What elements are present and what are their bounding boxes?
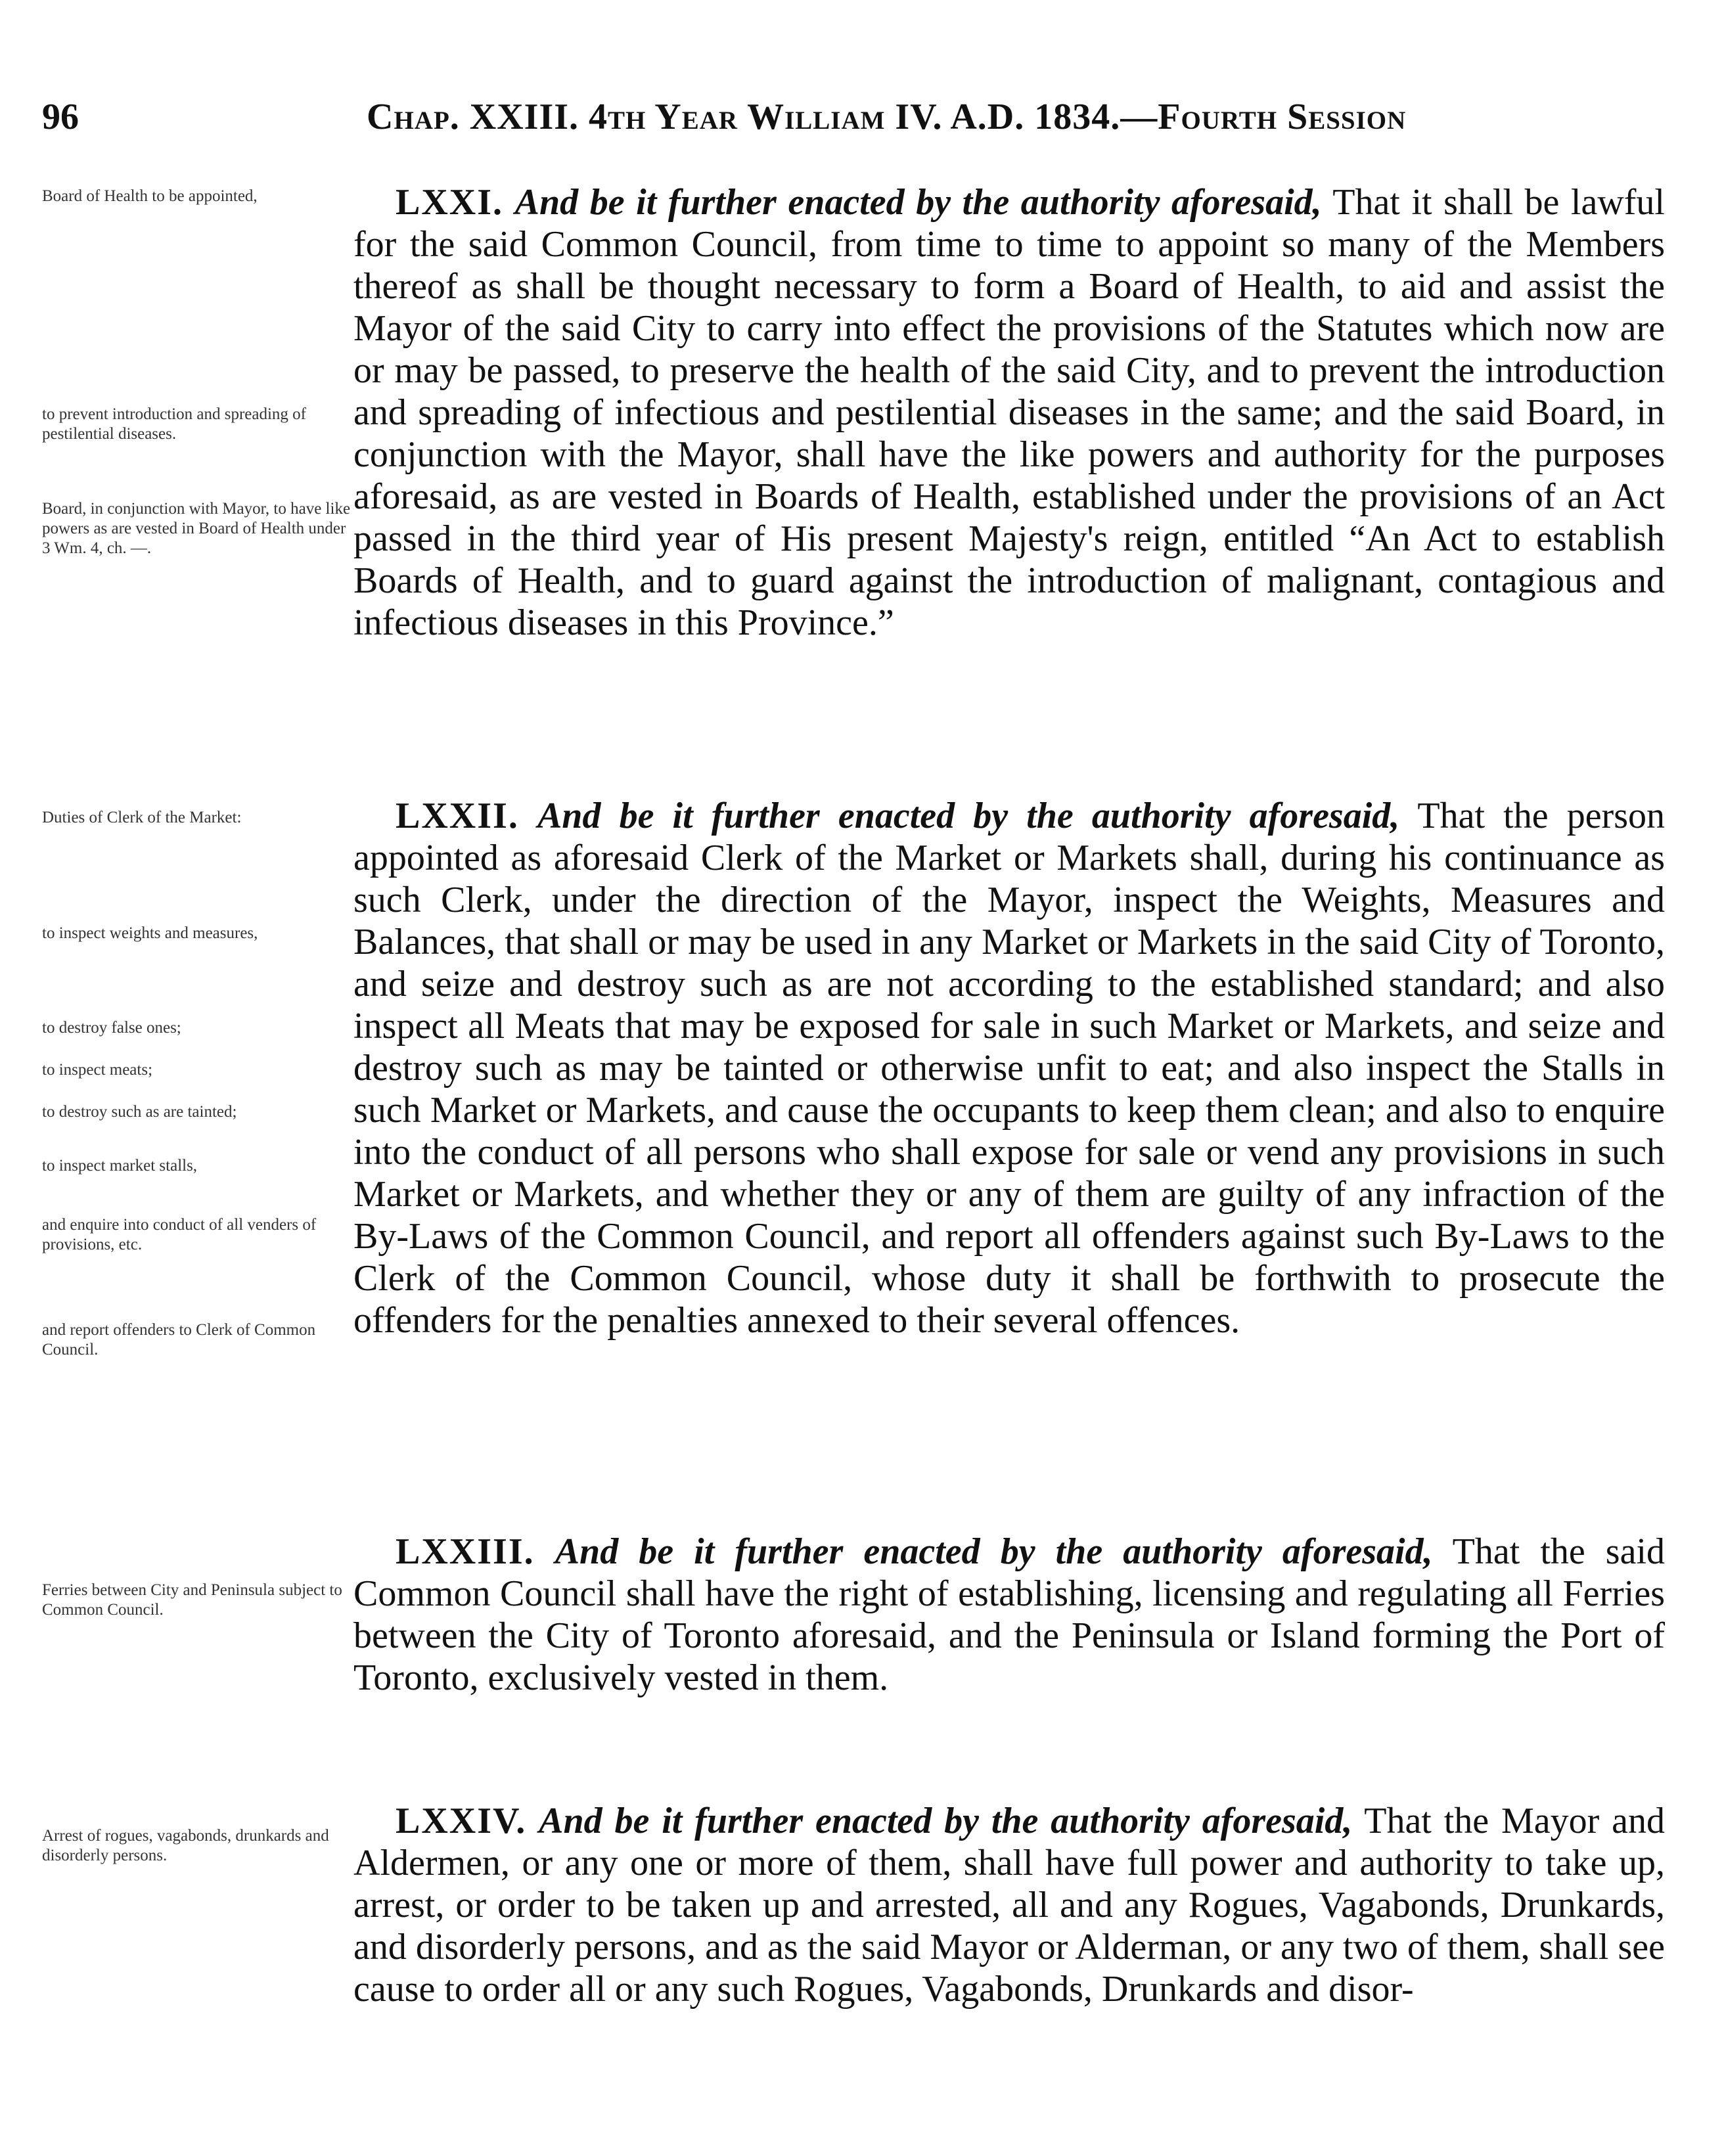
- enacting-clause: And be it further enacted by the authority aforesaid,: [537, 796, 1400, 836]
- section-number: LXXIV.: [396, 1801, 527, 1841]
- margin-note: to inspect meats;: [42, 1061, 153, 1079]
- margin-note: to inspect market stalls,: [42, 1157, 198, 1175]
- running-title: Chap. XXIII. 4th Year William IV. A.D. 1834.—Fourth Session: [367, 97, 1407, 137]
- section-lxxiii: [42, 1531, 1664, 1767]
- section-body: [353, 181, 1665, 644]
- section-body: [353, 795, 1665, 1341]
- margin-note: Board of Health to be appointed,: [42, 187, 258, 205]
- section-lxxiv: [42, 1800, 1664, 2142]
- section-text: That the person appointed as aforesaid Clerk of the Market or Markets shall, during his continuance as such Clerk, under the direction of the Mayor, inspect the Weights, Measures and Balances, that shall or may be used in any Market or Markets in the said City of Toronto, and seize and destroy such as are not according to the established standard; and also inspect all Meats that may be exposed for sale in such Market or Markets, and seize and destroy such as may be tainted or otherwise unfit to eat; and also inspect the Stalls in such Market or Markets, and cause the occupants to keep them clean; and also to enquire into the conduct of all persons who shall expose for sale or vend any provisions in such Market or Markets, and whether they or any of them are guilty of any infraction of the By-Laws of the Common Council, and report all offenders against such By-Laws to the Clerk of the Common Council, whose duty it shall be forthwith to prosecute the offenders for the penalties annexed to their several offences.: [353, 796, 1665, 1341]
- section-number: LXXII.: [396, 796, 519, 836]
- margin-note: Arrest of rogues, vagabonds, drunkards and disorderly persons.: [42, 1827, 329, 1864]
- section-body: [353, 1531, 1665, 1699]
- page-header: [42, 96, 1664, 148]
- margin-note: to inspect weights and measures,: [42, 924, 258, 942]
- section-lxxi: [42, 181, 1664, 759]
- enacting-clause: And be it further enacted by the authority aforesaid,: [539, 1801, 1353, 1841]
- margin-note: to destroy false ones;: [42, 1019, 181, 1037]
- enacting-clause: And be it further enacted by the authority aforesaid,: [555, 1531, 1433, 1572]
- margin-note: to destroy such as are tainted;: [42, 1103, 237, 1121]
- page-number: 96: [42, 97, 79, 137]
- margin-note: Ferries between City and Peninsula subject to Common Council.: [42, 1581, 342, 1619]
- section-number: LXXI.: [396, 182, 504, 223]
- section-body: [353, 1800, 1665, 2010]
- margin-note: Board, in conjunction with Mayor, to have like powers as are vested in Board of Health under 3 Wm. 4, ch. —.: [42, 500, 351, 557]
- section-number: LXXIII.: [396, 1531, 535, 1572]
- section-text: That the Mayor and Aldermen, or any one or more of them, shall have full power and authority to take up, arrest, or order to be taken up and arrested, all and any Rogues, Vagabonds, Drunkards, and disorderly persons, and as the said Mayor or Alderman, or any two of them, shall see cause to order all or any such Rogues, Vagabonds, Drunkards and disor-: [353, 1801, 1666, 2010]
- margin-note: to prevent introduction and spreading of pestilential diseases.: [42, 405, 306, 443]
- margin-note: and enquire into conduct of all venders of provisions, etc.: [42, 1216, 317, 1253]
- section-text: That the said Common Council shall have the right of establishing, licensing and regulating all Ferries between the City of Toronto aforesaid, and the Peninsula or Island forming the Port of Toronto, exclusively vested in them.: [353, 1531, 1666, 1698]
- enacting-clause: And be it further enacted by the authority aforesaid,: [514, 182, 1322, 223]
- margin-note: Duties of Clerk of the Market:: [42, 809, 242, 826]
- margin-note: and report offenders to Clerk of Common Council.: [42, 1321, 316, 1359]
- section-text: That it shall be lawful for the said Common Council, from time to time to appoint so many of the Members thereof as shall be thought necessary to form a Board of Health, to aid and assist the Mayor of the said City to carry into effect the provisions of the Statutes which now are or may be passed, to preserve the health of the said City, and to prevent the introduction and spreading of infectious and pestilential diseases in the same; and the said Board, in conjunction with the Mayor, shall have the like powers and authority for the purposes aforesaid, as are vested in Boards of Health, established under the provisions of an Act passed in the third year of His present Majesty's reign, entitled “An Act to establish Boards of Health, and to guard against the introduction of malignant, contagious and infectious diseases in this Province.”: [353, 182, 1665, 643]
- section-lxxii: [42, 795, 1664, 1478]
